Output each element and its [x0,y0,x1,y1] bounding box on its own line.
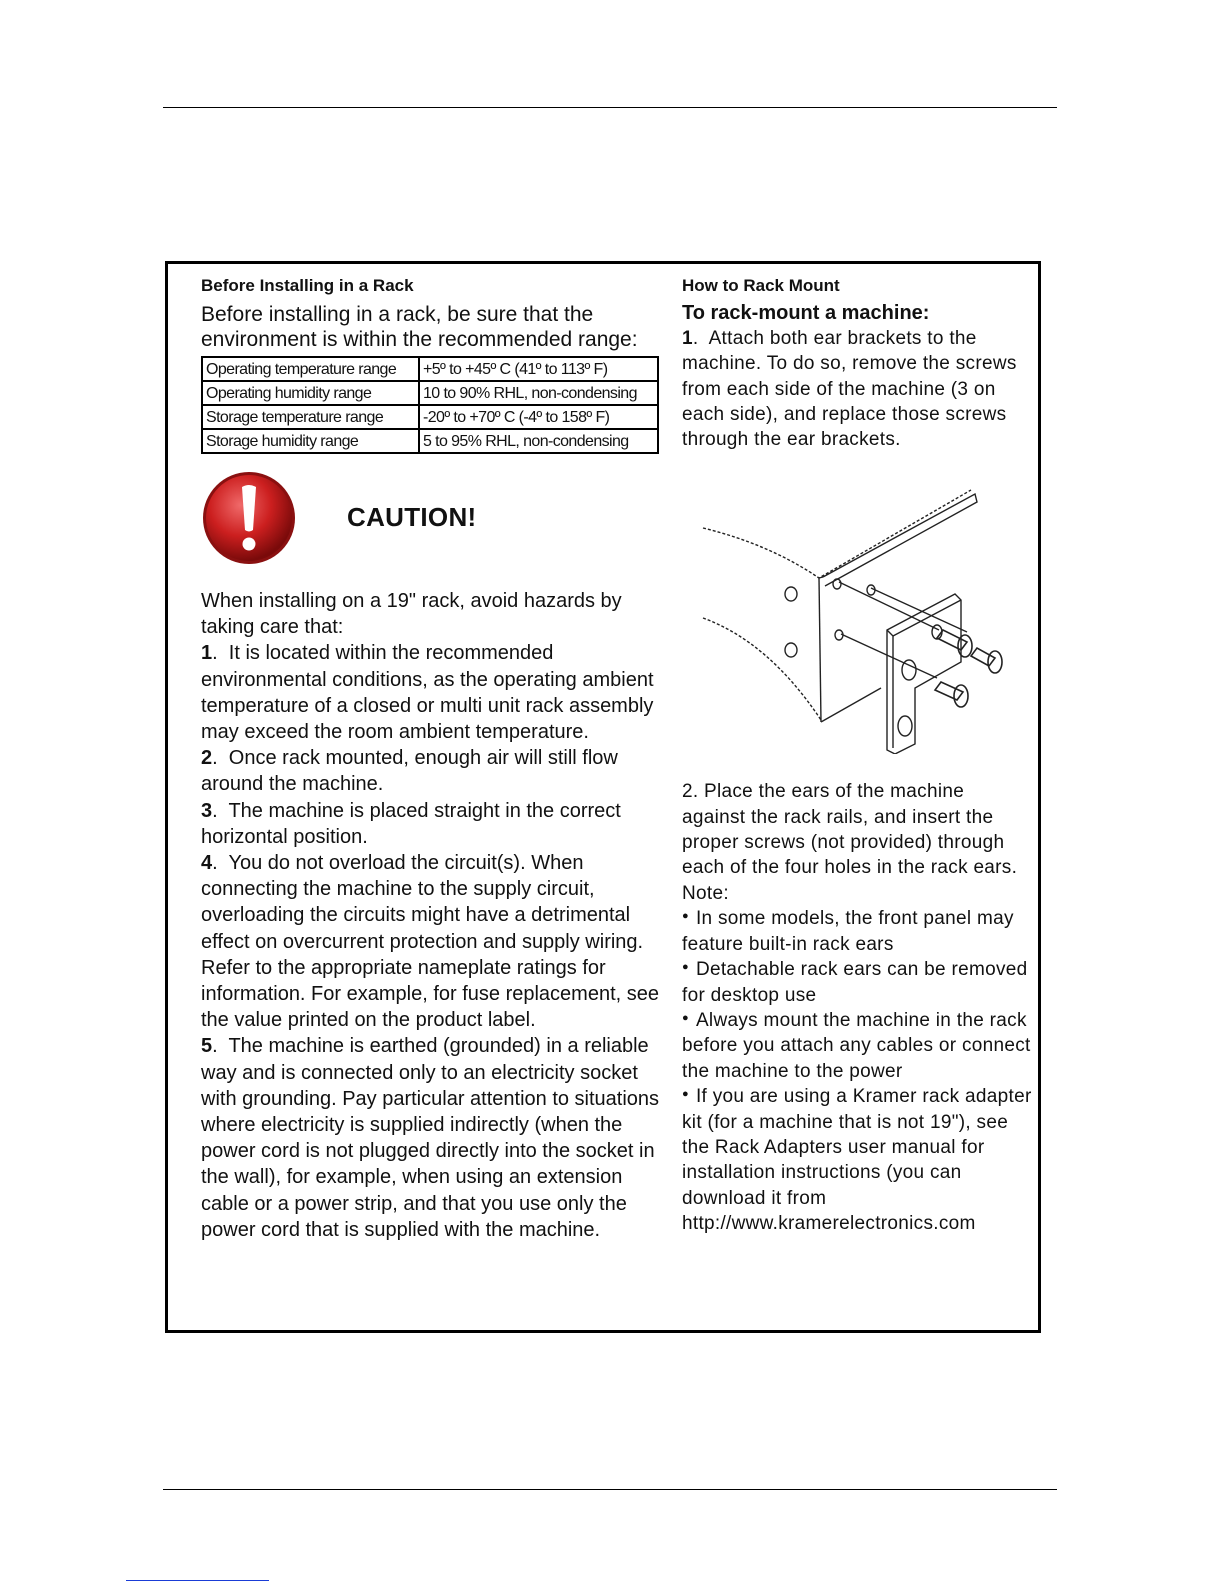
hazard-number: 2 [201,747,213,770]
before-installing-heading: Before Installing in a Rack [201,276,414,295]
note-label: Note: [682,882,729,904]
param-cell: Storage humidity range [202,429,419,453]
caution-intro: When installing on a 19" rack, avoid hazards by taking care that: [201,590,622,639]
list-item [682,1084,1032,1211]
hazard-text: You do not overload the circuit(s). When connecting the machine to the supply circuit, overloading the circuits might have a detrimental effect on overcurrent protection and supply wiring. Refer to the appropriate nameplate ratings for information. For example, for fuse replacement, see the value printed on the product label. [201,852,659,1032]
header-rule [163,107,1057,108]
hazard-number: 4 [201,852,213,875]
hazard-text: The machine is placed straight in the correct horizontal position. [201,799,621,848]
rack-mount-subheading: To rack-mount a machine: [682,302,930,324]
param-cell: Storage temperature range [202,405,419,429]
note-text: Detachable rack ears can be removed for desktop use [682,958,1028,1006]
rack-ear-bracket-illustration [699,482,1009,754]
footer-rule [163,1489,1057,1490]
list-item [682,957,1032,1008]
hazard-number: 3 [201,799,213,822]
hazard-number: 5 [201,1035,213,1058]
list-item: 1. It is located within the recommended environmental conditions, as the operating ambient temperature of a closed or multi unit rack assembly may exceed the room ambient temperature. [201,642,654,744]
list-item [682,906,1032,957]
note-text: In some models, the front panel may feature built-in rack ears [682,907,1014,955]
step-1: 1. Attach both ear brackets to the machine. To do so, remove the screws from each side of the machine (3 on each side), and replace those screws through the ear brackets. [682,328,1017,451]
note-text: If you are using a Kramer rack adapter kit (for a machine that is not 19"), see the Rack Adapters user manual for installation instructions (you can download it from [682,1086,1032,1209]
kramer-url: http://www.kramerelectronics.com [682,1212,976,1234]
environment-table [201,356,659,454]
caution-text [201,588,671,1243]
param-cell: Operating temperature range [202,357,419,381]
step-2-text: 2. Place the ears of the machine against the rack rails, and insert the proper screws (not provided) through each of the four holes in the rack ears. [682,781,1018,879]
list-item [682,1008,1032,1084]
list-item: 2. Once rack mounted, enough air will still flow around the machine. [201,747,618,796]
hazard-text: It is located within the recommended environmental conditions, as the operating ambient temperature of a closed or multi unit rack assembly may exceed the room ambient temperature. [201,642,654,744]
value-cell: 10 to 90% RHL, non-condensing [419,381,658,405]
hazard-text: Once rack mounted, enough air will still flow around the machine. [201,747,618,796]
step-2 [682,779,1032,1236]
list-item: 5. The machine is earthed (grounded) in a reliable way and is connected only to an electricity socket with grounding. Pay particular attention to situations where electricity is supplied indirectly (when the power cord is not plugged directly into the socket in the wall), for example, when using an extension cable or a power strip, and that you use only the power cord that is supplied with the machine. [201,1035,660,1241]
table-row [202,405,658,429]
step-text: Attach both ear brackets to the machine. To do so, remove the screws from each side of the machine (3 on each side), and replace those screws through the ear brackets. [682,328,1017,451]
note-text: Always mount the machine in the rack before you attach any cables or connect the machine to the power [682,1009,1031,1082]
bullet-icon: ● [682,961,689,974]
hazard-number: 1 [201,642,213,665]
step-number: 1 [682,328,693,349]
bullet-icon: ● [682,910,689,923]
bullet-icon: ● [682,1012,689,1025]
list-item: 3. The machine is placed straight in the correct horizontal position. [201,799,621,848]
value-cell: +5º to +45º C (41º to 113º F) [419,357,658,381]
right-column [682,274,1032,1236]
table-row [202,357,658,381]
param-cell: Operating humidity range [202,381,419,405]
exclamation-icon [201,470,297,566]
rack-mount-heading: How to Rack Mount [682,276,840,295]
caution-title: CAUTION! [347,502,477,532]
environment-intro: Before installing in a rack, be sure that the environment is within the recommended range: [201,303,638,351]
list-item: 4. You do not overload the circuit(s). When connecting the machine to the supply circuit, overloading the circuits might have a detrimental effect on overcurrent protection and supply wiring. Refer to the appropriate nameplate ratings for information. For example, for fuse replacement, see the value printed on the product label. [201,852,659,1032]
value-cell: -20º to +70º C (-4º to 158º F) [419,405,658,429]
hazard-text: The machine is earthed (grounded) in a reliable way and is connected only to an electricity socket with grounding. Pay particular attention to situations where electricity is supplied indirectly (when the power cord is not plugged directly into the socket in the wall), for example, when using an extension cable or a power strip, and that you use only the power cord that is supplied with the machine. [201,1035,660,1241]
table-row [202,429,658,453]
value-cell: 5 to 95% RHL, non-condensing [419,429,658,453]
caution-block [201,470,671,570]
footer-link-underline [126,1580,269,1581]
bullet-icon: ● [682,1088,689,1101]
table-row [202,381,658,405]
left-column [201,274,671,1243]
